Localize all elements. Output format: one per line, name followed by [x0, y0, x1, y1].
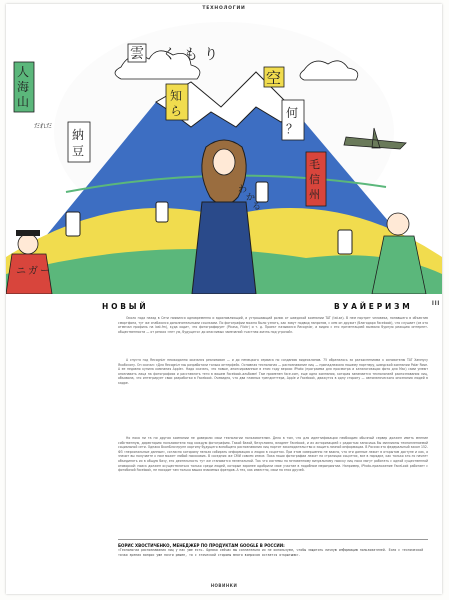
paragraph-text: А спустя год Recognizr неожиданно оказался реализован — и до немецкого сервиса по созданию видеоклипов. 75 обратилось за разъяснениями к основателю TAT Хампусу Якобссону. Он сказал: «Для Recognizr мы разработали только интерфейс. Основная технология — распознавание лиц — принадлежала нашему партнеру, шведской компании Polar Rose. А ее недавно купила компания Apple». Надо сказать, что новые, анонсированные в этом году версии iPhoto (программа для просмотра и каталогизации фото для Mac) сами умеют опознавать лица на фотографиях и расставлять теги в вашем Facebook-альбоме! Там применен face.com, еще одна компания, которая занимается технологией распознавания лиц, объявила, что интегрирует свои разработки в Facebook. Очевидно, что два главных трендсеттера, Apple и Facebook, движутся в одну сторону — автоматического опознания людей в кадре. — [118, 358, 428, 385]
tag-label: 山 — [17, 95, 30, 109]
hat-shape — [16, 230, 40, 236]
quote-text: «Технологии распознавания лиц у нас уже есть. Однако сейчас мы сознательно их не используем, чтобы защитить личную информацию пользователей. Если с технической точки зрения вопрос уже почти решен, то с этической стороны много вопросов остается открытыми». — [118, 548, 424, 557]
tag-label: 人 — [17, 65, 30, 79]
tag-label: 空 — [266, 69, 282, 87]
tag-label: 州 — [309, 188, 320, 201]
tag-label: ニ — [16, 266, 26, 277]
tag-label: 知 — [170, 89, 183, 103]
article-title-left: НОВЫЙ — [102, 302, 149, 311]
tag-label: 納 — [72, 128, 85, 142]
person-left — [18, 234, 38, 254]
article-paragraph — [118, 316, 428, 336]
tag-bitter — [16, 265, 50, 277]
phone-icon — [66, 212, 80, 236]
tag-label: わ — [238, 185, 248, 195]
tag-box-cloud — [128, 44, 146, 62]
tag-label: も — [184, 47, 198, 63]
tag-label: 毛 — [309, 158, 320, 171]
tag-label: ら — [170, 104, 183, 118]
paragraph-text: Около года назад в Сети появился одновременно и вдохновляющий, и устрашающий ролик от шведской компании TAT (tat.se). В нем портрет человека, попавшего в объектив смартфона, тут же снабжался дополнительными ссылками. По фотографии можно было узнать, как зовут подвид напротив, с кем он дружит (благодаря Facebook), что слушает (из ото отмечал профиль на last.fm), куда ходит, что фотографирует (Picasa, Flickr) и т. д. Проект назывался Recognizr, и видео с его презентацией вызвало бурную реакцию интернет-общественности — от резких «нет уж, будущего» до опасливых замечаний «частная жизнь под угрозой». — [118, 316, 428, 334]
article-title-right: ВУАЙЕРИЗМ — [334, 302, 413, 311]
tag-label: ー — [40, 266, 50, 277]
tag-label: 何 — [286, 106, 299, 120]
person-right — [387, 213, 409, 235]
tag-label: 豆 — [72, 144, 85, 158]
tag-box-sky — [264, 67, 284, 87]
phone-icon — [338, 230, 352, 254]
footer-label: НОВИНКИ — [210, 583, 238, 588]
tag-box-know — [166, 84, 188, 120]
tag-label: だれだ — [34, 123, 53, 130]
phone-icon — [156, 202, 168, 222]
illustration — [6, 12, 442, 294]
tag-box-hair — [306, 152, 326, 206]
quote-author: БОРИС ХВОСТИЧЕНКО, МЕНЕДЖЕР ПО ПРОДУКТАМ GOOGLE В РОССИИ: — [118, 543, 285, 548]
tag-label: る — [252, 202, 262, 212]
tag-box-natto — [68, 122, 90, 162]
character-body — [192, 202, 256, 294]
tag-label: く — [162, 47, 176, 63]
tag-label: 雲 — [130, 46, 144, 62]
tag-box-mountain — [14, 62, 34, 112]
tag-box-what — [282, 100, 304, 140]
tag-label: り — [204, 47, 218, 63]
side-mark: III — [431, 300, 440, 307]
tag-label: 信 — [309, 173, 320, 186]
phone-icon — [256, 182, 268, 202]
tag-label: ？ — [286, 122, 299, 136]
paragraph-text: Но пока ни та ни другая компании не доверили свои технологии пользователям. Дело в том, что для идентификации необходим обычный сервер должен иметь мнение собственную, директорию пользователя под каждую фотографию. Такой базой, безусловно, владеет Facebook, и их акторизацией с радостью заносишь бы миллионы технопленаемой социальной сети. Однако ВконБлачгрупп картину будущего всеобщего распознавания лиц портит законодательство и защита личной информации. В России это федеральный закон 152-ФЗ «персональные данные», согласно которому нельзя собирать информацию о людях в соцсетях. При этом совершенно не важно, что эти данные лежат в открытом доступе и как, а значит вы получаете к ним может любой поисковик. В соседних же СМИ совсем иначе. Пока наши фотографии лежат на страницах соцсетях, все в порядке, как только кто-то начнет объединять их в общую базу, его деятельность тут же становится нелегальной. Так что системы по мгновенному визуальному поиску лиц пока могут работать с одной существенной оговоркой: поиск должен осуществляться только среди людей, которые заранее одобрили свое участие в подобном мероприятии. Например, iPhoto-приложение FaceLook работает с фотобазой Facebook, не находит там только ваших взаимных френдов. А тех, как известно, свои на этих друзей. — [118, 436, 428, 473]
tag-label: ガ — [28, 266, 38, 277]
article-paragraph — [118, 358, 428, 387]
character-face — [213, 149, 235, 175]
article-paragraph — [118, 436, 428, 475]
section-label: ТЕХНОЛОГИИ — [202, 6, 246, 11]
magazine-page — [6, 4, 442, 594]
tag-label: 海 — [17, 80, 30, 94]
pull-quote — [118, 539, 428, 558]
tag-label: か — [246, 193, 256, 203]
